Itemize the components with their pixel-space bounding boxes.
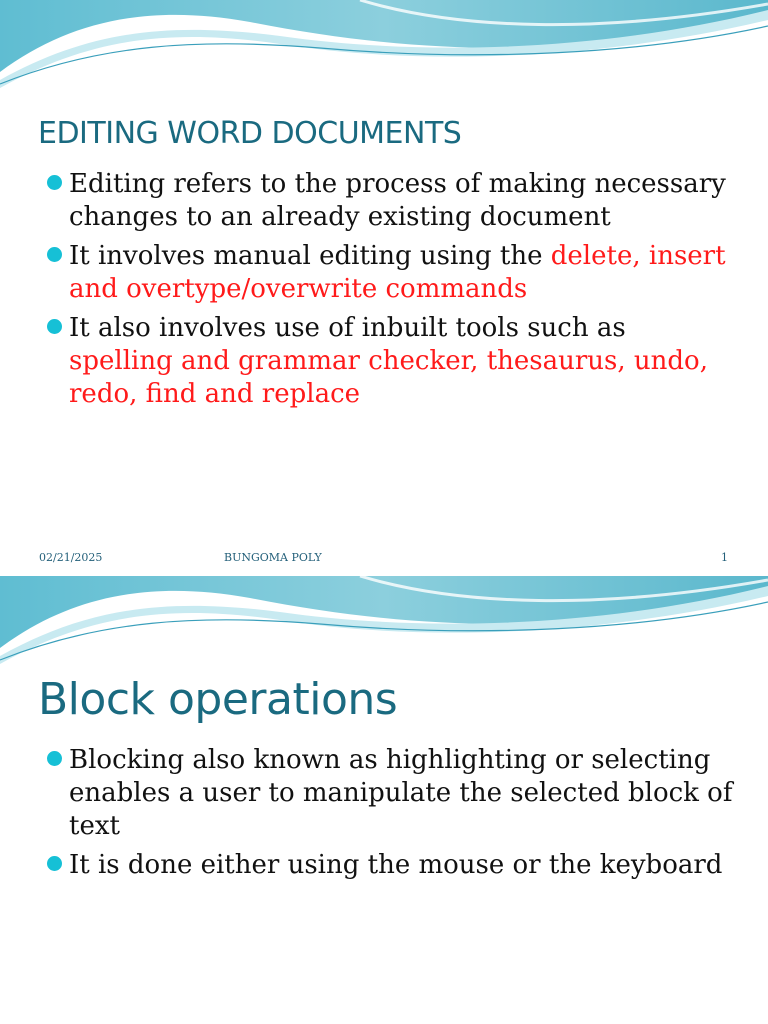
bullet-list [46,744,736,888]
slide-2 [0,576,768,1024]
bullet-text: Editing refers to the process of making necessary changes to an already existing document [69,169,726,232]
bullet-text: It also involves use of inbuilt tools such as [69,313,626,343]
bullet-item [46,168,736,234]
bullet-item [46,849,736,882]
bullet-list [46,168,736,417]
footer-organization: BUNGOMA POLY [224,551,322,564]
header-wave-decoration [0,576,768,666]
bullet-highlight: delete, insert and overtype/overwrite commands [69,241,726,304]
bullet-dot-icon [47,319,62,334]
bullet-dot-icon [47,175,62,190]
bullet-text: It involves manual editing using the [69,241,551,271]
footer-date: 02/21/2025 [39,551,103,564]
bullet-text: Blocking also known as highlighting or selecting enables a user to manipulate the selected block of text [69,745,733,841]
bullet-item [46,240,736,306]
bullet-highlight: spelling and grammar checker, thesaurus, undo, redo, find and replace [69,346,708,409]
bullet-dot-icon [47,751,62,766]
bullet-dot-icon [47,856,62,871]
slide-title: Block operations [38,674,398,725]
header-wave-decoration [0,0,768,90]
bullet-item [46,744,736,843]
bullet-dot-icon [47,247,62,262]
footer-page-number: 1 [721,551,728,564]
bullet-text: It is done either using the mouse or the keyboard [69,850,723,880]
slide-title: EDITING WORD DOCUMENTS [38,116,462,151]
bullet-item [46,312,736,411]
